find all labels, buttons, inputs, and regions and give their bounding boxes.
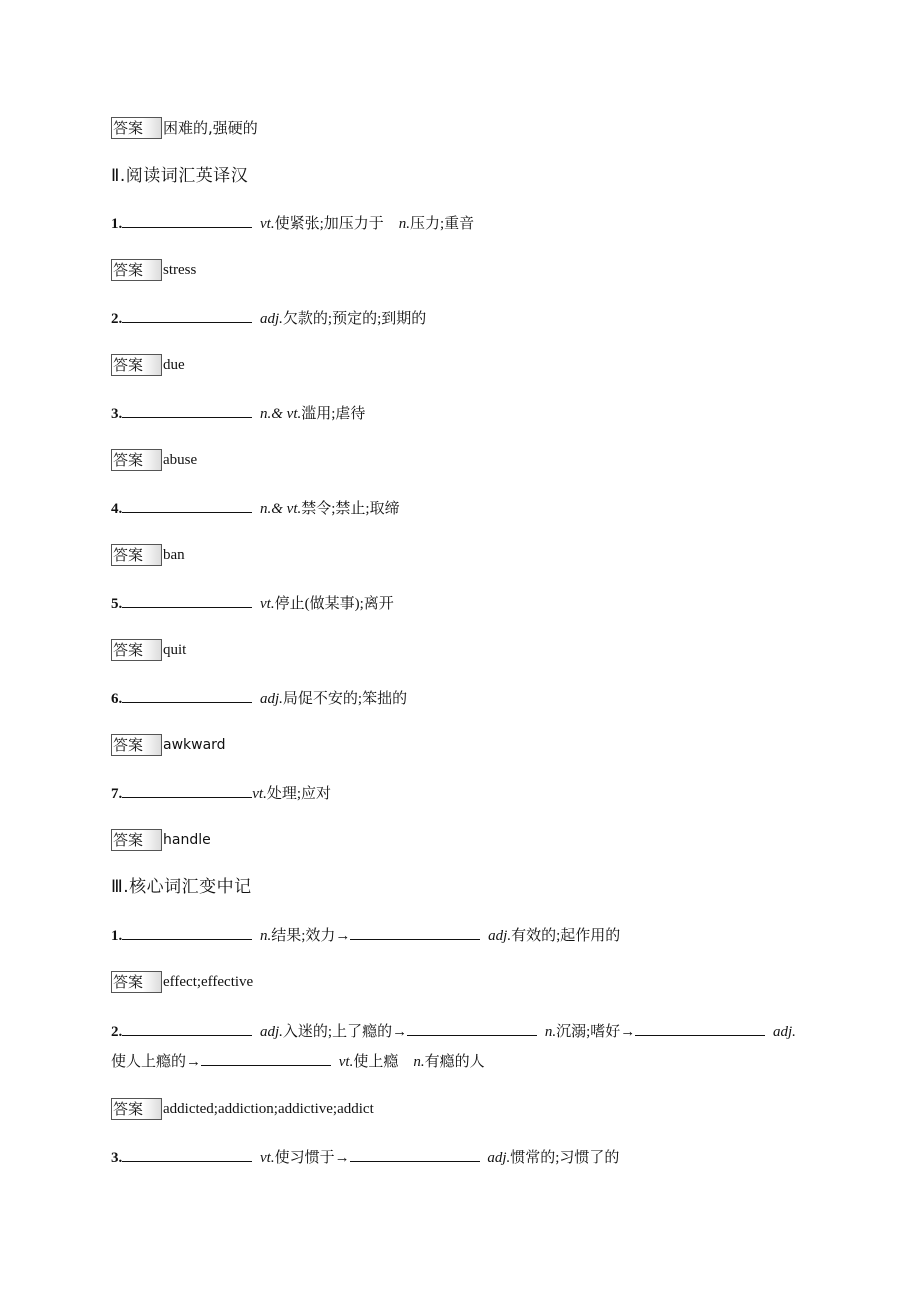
part-of-speech: adj. <box>773 1024 796 1040</box>
question-row <box>111 592 394 614</box>
part-of-speech: n. <box>413 1054 425 1070</box>
answer-blank[interactable] <box>122 1146 252 1162</box>
meaning: 使人上瘾的→ <box>111 1054 202 1070</box>
meaning: 有瘾的人 <box>424 1054 485 1070</box>
answer-text: stress <box>163 262 197 278</box>
question-number: 1. <box>111 216 123 232</box>
meaning: 欠款的;预定的;到期的 <box>282 311 427 327</box>
part-of-speech: adj. <box>260 691 283 707</box>
answer-blank[interactable] <box>122 687 252 703</box>
question-number: 6. <box>111 691 123 707</box>
question-row <box>111 782 331 804</box>
question-row <box>111 924 620 946</box>
section-title-core-vocab: Ⅲ.核心词汇变中记 <box>111 877 252 897</box>
answer-blank[interactable] <box>635 1020 765 1036</box>
question-number: 2. <box>111 1024 123 1040</box>
answer-text: due <box>163 357 185 373</box>
answer-text: handle <box>163 832 211 848</box>
answer-text: addicted;addiction;addictive;addict <box>163 1101 374 1117</box>
part-of-speech: n.& vt. <box>260 406 302 422</box>
part-of-speech: adj. <box>260 1024 283 1040</box>
part-of-speech: vt. <box>260 1150 275 1166</box>
answer-row <box>111 259 196 281</box>
question-number: 2. <box>111 311 123 327</box>
question-row <box>111 307 426 329</box>
part-of-speech: n. <box>398 216 410 232</box>
question-number: 5. <box>111 596 123 612</box>
question-number: 1. <box>111 928 123 944</box>
question-row <box>111 402 365 424</box>
part-of-speech: adj. <box>487 1150 511 1166</box>
answer-blank[interactable] <box>350 1146 480 1162</box>
meaning: 使上瘾 <box>353 1054 399 1070</box>
answer-blank[interactable] <box>407 1020 537 1036</box>
answer-badge: 答案 <box>111 259 162 281</box>
part-of-speech: n. <box>260 928 272 944</box>
answer-row <box>111 734 226 756</box>
meaning: 压力;重音 <box>410 216 475 232</box>
question-number: 4. <box>111 501 123 517</box>
answer-text: quit <box>163 642 187 658</box>
meaning: 使紧张;加压力于 <box>274 216 384 232</box>
answer-badge: 答案 <box>111 544 162 566</box>
answer-blank[interactable] <box>122 1020 252 1036</box>
part-of-speech: n. <box>544 1024 557 1040</box>
part-of-speech: adj. <box>260 311 283 327</box>
answer-blank[interactable] <box>201 1050 331 1066</box>
answer-blank[interactable] <box>122 924 252 940</box>
part-of-speech: vt. <box>252 786 267 802</box>
meaning: 禁令;禁止;取缔 <box>301 501 400 517</box>
question-row <box>111 687 407 709</box>
answer-blank[interactable] <box>122 307 252 323</box>
answer-text: abuse <box>163 452 198 468</box>
part-of-speech: adj. <box>488 928 512 944</box>
meaning: 入迷的;上了瘾的→ <box>282 1024 408 1040</box>
answer-row <box>111 354 185 376</box>
question-number: 3. <box>111 406 123 422</box>
question-number: 7. <box>111 786 123 802</box>
answer-row <box>111 639 186 661</box>
answer-badge: 答案 <box>111 354 162 376</box>
answer-blank[interactable] <box>350 924 480 940</box>
question-row <box>111 1146 619 1168</box>
answer-row <box>111 971 253 993</box>
answer-blank[interactable] <box>122 212 252 228</box>
meaning: 滥用;虐待 <box>301 406 366 422</box>
answer-badge: 答案 <box>111 117 162 139</box>
meaning: 处理;应对 <box>266 786 331 802</box>
answer-badge: 答案 <box>111 971 162 993</box>
answer-blank[interactable] <box>122 497 252 513</box>
meaning: 沉溺;嗜好→ <box>556 1024 636 1040</box>
answer-row <box>111 1098 374 1120</box>
meaning: 有效的;起作用的 <box>511 928 621 944</box>
answer-text: effect;effective <box>163 974 254 990</box>
section-title-reading-vocab: Ⅱ.阅读词汇英译汉 <box>111 166 249 186</box>
answer-row <box>111 544 185 566</box>
answer-blank[interactable] <box>122 592 252 608</box>
meaning: 停止(做某事);离开 <box>274 596 394 612</box>
intro-answer-row <box>111 117 258 139</box>
answer-badge: 答案 <box>111 449 162 471</box>
question-row <box>111 497 400 519</box>
answer-text: 困难的,强硬的 <box>163 119 258 137</box>
meaning: 局促不安的;笨拙的 <box>282 691 408 707</box>
answer-text: ban <box>163 547 185 563</box>
meaning: 惯常的;习惯了的 <box>510 1150 620 1166</box>
answer-badge: 答案 <box>111 829 162 851</box>
part-of-speech: n.& vt. <box>260 501 302 517</box>
part-of-speech: vt. <box>338 1054 354 1070</box>
answer-blank[interactable] <box>122 402 252 418</box>
answer-row <box>111 449 197 471</box>
answer-badge: 答案 <box>111 639 162 661</box>
answer-row <box>111 829 211 851</box>
question-row <box>111 1020 796 1042</box>
answer-blank[interactable] <box>122 782 252 798</box>
question-row <box>111 212 474 234</box>
answer-text: awkward <box>163 737 226 753</box>
question-number: 3. <box>111 1150 123 1166</box>
question-row-continued <box>111 1050 485 1072</box>
answer-badge: 答案 <box>111 1098 162 1120</box>
part-of-speech: vt. <box>260 216 275 232</box>
part-of-speech: vt. <box>260 596 275 612</box>
meaning: 使习惯于→ <box>274 1150 350 1166</box>
answer-badge: 答案 <box>111 734 162 756</box>
meaning: 结果;效力→ <box>271 928 351 944</box>
